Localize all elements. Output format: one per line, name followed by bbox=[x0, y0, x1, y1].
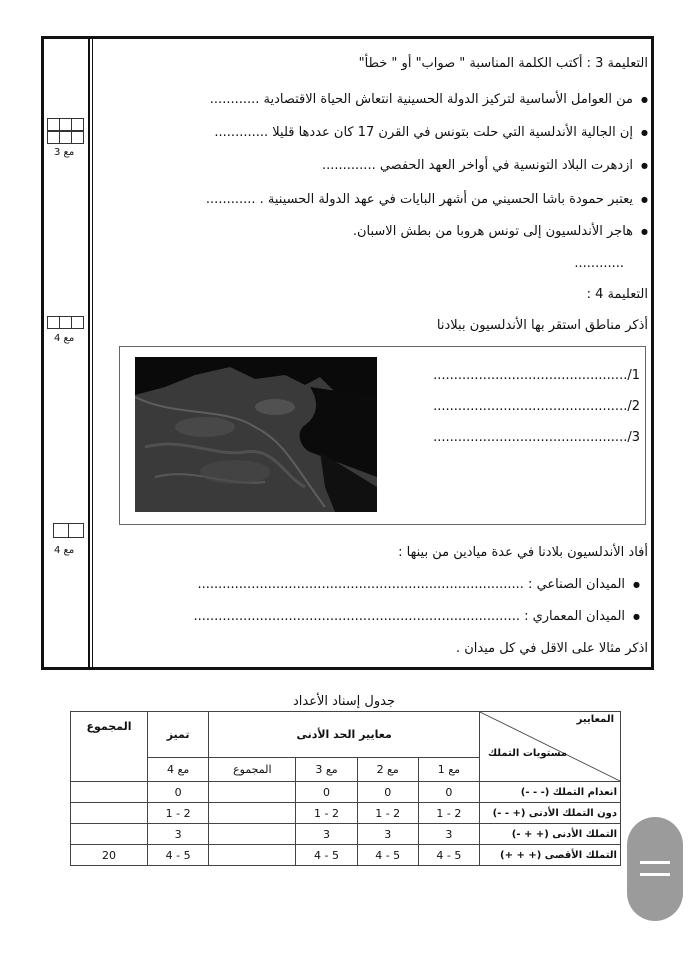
score-cell bbox=[209, 845, 296, 866]
total-cell bbox=[71, 824, 148, 845]
criteria-label: المعايير bbox=[576, 714, 614, 725]
question-5-intro: أفاد الأندلسيون بلادنا في عدة ميادين من بينها : bbox=[398, 545, 648, 560]
subheader-sum: المجموع bbox=[209, 758, 296, 782]
statement-1: ● من العوامل الأساسية لتركيز الدولة الحسينية انتعاش الحياة الاقتصادية ............ bbox=[210, 92, 648, 107]
score-cell: 0 bbox=[357, 782, 418, 803]
satellite-map-image bbox=[135, 357, 377, 512]
subheader-c4: مع 4 bbox=[148, 758, 209, 782]
instruction-3: التعليمة 3 : أكتب الكلمة المناسبة " صواب" أو " خطأ" bbox=[358, 56, 648, 71]
instruction-4: التعليمة 4 : bbox=[586, 287, 648, 302]
statement-4: ● يعتبر حمودة باشا الحسيني من أشهر البايات في عهد الدولة الحسينية . ............ bbox=[206, 192, 648, 207]
question-5-closing: اذكر مثالا على الاقل في كل ميدان . bbox=[455, 641, 648, 656]
score-cell: 5 - 4 bbox=[357, 845, 418, 866]
question-4: أذكر مناطق استقر بها الأندلسيون ببلادنا bbox=[436, 318, 648, 333]
margin-label-3: مع 3 bbox=[54, 147, 75, 158]
margin-label-4: مع 4 bbox=[54, 333, 75, 344]
table-caption: جدول إسناد الأعداد bbox=[292, 694, 396, 709]
score-boxes-3b[interactable] bbox=[47, 131, 83, 144]
field-industrial[interactable]: ● الميدان الصناعي : ............................................................................... bbox=[197, 577, 640, 592]
level-cell: انعدام التملك (- - -) bbox=[480, 782, 621, 803]
score-cell: 5 - 4 bbox=[418, 845, 479, 866]
table-row bbox=[71, 803, 621, 824]
field-architectural[interactable]: ● الميدان المعماري : ............................................................................... bbox=[194, 609, 641, 624]
score-cell bbox=[209, 782, 296, 803]
score-cell: 3 bbox=[296, 824, 357, 845]
score-cell: 0 bbox=[296, 782, 357, 803]
score-cell: 5 - 4 bbox=[296, 845, 357, 866]
score-boxes-4[interactable] bbox=[47, 316, 83, 329]
score-cell: 2 - 1 bbox=[418, 803, 479, 824]
statement-2: ● إن الجالية الأندلسية التي حلت بتونس في القرن 17 كان عددها قليلا ............. bbox=[214, 125, 648, 140]
score-cell: 3 bbox=[418, 824, 479, 845]
statement-5: ● هاجر الأندلسيون إلى تونس هروبا من بطش الاسبان. bbox=[353, 224, 648, 239]
score-cell: 3 bbox=[148, 824, 209, 845]
score-boxes-5[interactable] bbox=[53, 523, 83, 538]
total-header: المجموع bbox=[71, 712, 148, 782]
subheader-c3: مع 3 bbox=[296, 758, 357, 782]
criteria-header-cell bbox=[480, 712, 621, 782]
min-criteria-header: معايير الحد الأدنى bbox=[209, 712, 480, 758]
margin-label-5: مع 4 bbox=[54, 545, 75, 556]
score-boxes-3[interactable] bbox=[47, 118, 83, 131]
level-cell: التملك الأدنى (+ + -) bbox=[480, 824, 621, 845]
score-cell: 0 bbox=[148, 782, 209, 803]
subheader-c2: مع 2 bbox=[357, 758, 418, 782]
margin-separator bbox=[88, 36, 93, 670]
level-cell: التملك الأقصى (+ + +) bbox=[480, 845, 621, 866]
total-cell bbox=[71, 803, 148, 824]
excellence-header: تميز bbox=[148, 712, 209, 758]
score-cell: 3 bbox=[357, 824, 418, 845]
grading-table bbox=[70, 711, 621, 866]
menu-icon[interactable] bbox=[627, 817, 683, 921]
score-cell: 2 - 1 bbox=[357, 803, 418, 824]
score-cell: 2 - 1 bbox=[148, 803, 209, 824]
subheader-c1: مع 1 bbox=[418, 758, 479, 782]
table-row bbox=[71, 824, 621, 845]
levels-label: مستويات التملك bbox=[488, 748, 568, 759]
total-cell bbox=[71, 782, 148, 803]
score-cell bbox=[209, 824, 296, 845]
score-cell: 2 - 1 bbox=[296, 803, 357, 824]
answer-line-1[interactable]: 1/............................................... bbox=[433, 368, 640, 383]
table-row bbox=[71, 782, 621, 803]
statement-3: ● ازدهرت البلاد التونسية في أواخر العهد الحفصي ............. bbox=[322, 158, 648, 173]
answer-line-3[interactable]: 3/............................................... bbox=[433, 430, 640, 445]
score-cell bbox=[209, 803, 296, 824]
answer-line-2[interactable]: 2/............................................... bbox=[433, 399, 640, 414]
total-cell: 20 bbox=[71, 845, 148, 866]
level-cell: دون التملك الأدنى (+ - -) bbox=[480, 803, 621, 824]
score-cell: 0 bbox=[418, 782, 479, 803]
score-cell: 5 - 4 bbox=[148, 845, 209, 866]
table-row bbox=[71, 845, 621, 866]
answer-dots-5[interactable]: ............ bbox=[574, 256, 624, 271]
